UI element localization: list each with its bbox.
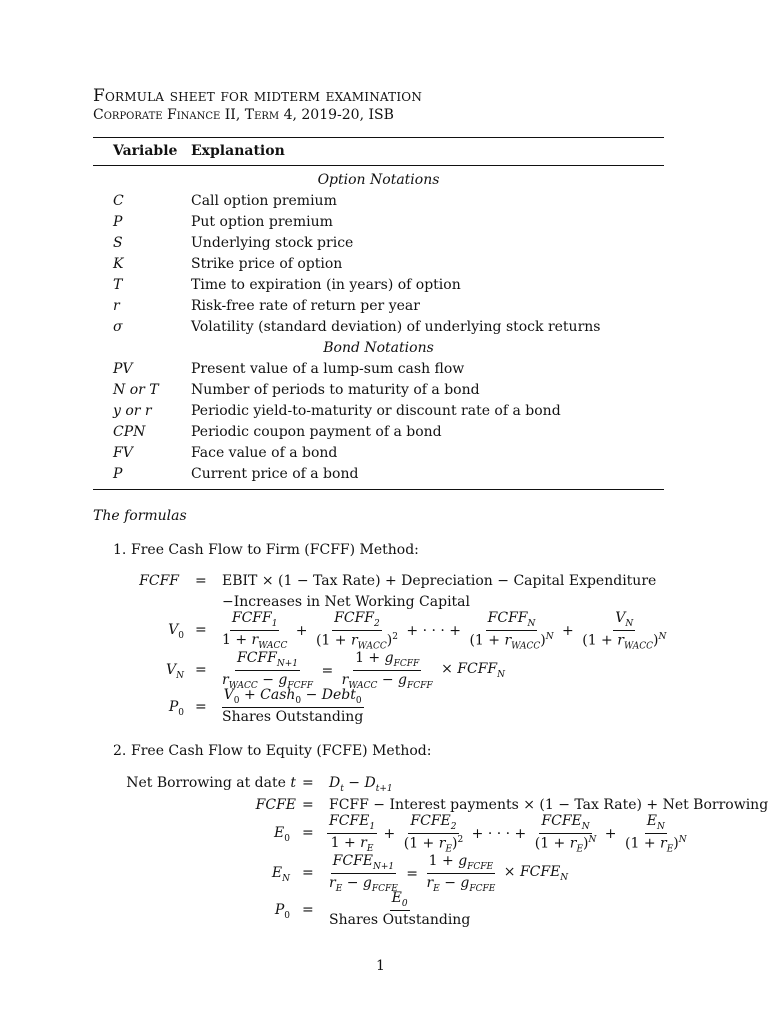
net-borrowing-lhs: Net Borrowing at date t <box>126 775 296 791</box>
table-row-var: T <box>113 277 123 293</box>
table-row-text: Face value of a bond <box>191 445 338 461</box>
table-header-explanation: Explanation <box>191 143 285 159</box>
section-heading-bonds: Bond Notations <box>323 340 434 356</box>
table-row-text: Number of periods to maturity of a bond <box>191 382 480 398</box>
table-header-rule <box>93 165 664 166</box>
shares-outstanding-label: Shares Outstanding <box>329 912 471 929</box>
table-row-text: Time to expiration (in years) of option <box>191 277 461 293</box>
fcff-lhs: FCFF <box>139 573 179 589</box>
table-row-var: σ <box>113 319 123 335</box>
table-row-var: S <box>113 235 123 251</box>
table-row-var: r <box>113 298 120 314</box>
table-top-rule <box>93 137 664 138</box>
table-row-var: FV <box>113 445 133 461</box>
v0-lhs: $V_0$ <box>168 622 184 641</box>
fcff-def-line2: −Increases in Net Working Capital <box>222 594 471 610</box>
p0-fcff-formula: $\frac{V_0 + Cash_0 - Debt_0}{\text{Shares Outstanding}}$ <box>222 687 364 726</box>
table-row-var: C <box>113 193 124 209</box>
fcfe-lhs: FCFE <box>255 797 296 813</box>
table-row-var: P <box>113 214 123 230</box>
v0-formula: $\frac{FCFF_1}{1 + r_{WACC}}$ + $\frac{FCFF_2}{(1 + r_{WACC})^2}$ + · · · + $\frac{FCFF_N}{(1 + r_{WACC})^N}$ + $\frac{V_N}{(1 + r_{WACC})^N}$ <box>222 610 667 652</box>
equals-sign: = <box>195 622 207 638</box>
en-formula: $\frac{FCFE_{N+1}}{r_E - g_{FCFE}}$ = $\frac{1 + g_{FCFE}}{r_E - g_{FCFE}}$ × $FCFE_N$ <box>329 853 569 894</box>
table-row-var: PV <box>113 361 133 377</box>
item-title: Free Cash Flow to Equity (FCFE) Method: <box>131 743 432 759</box>
item-number: 1. <box>113 542 127 558</box>
e0-formula: $\frac{FCFE_1}{1 + r_E}$ + $\frac{FCFE_2}{(1 + r_E)^2}$ + · · · + $\frac{FCFE_N}{(1 + r_E)^N}$ + $\frac{E_N}{(1 + r_E)^N}$ <box>329 813 687 855</box>
table-row-text: Volatility (standard deviation) of underlying stock returns <box>191 319 601 335</box>
section-heading-options: Option Notations <box>317 172 440 188</box>
p0-lhs: $P_0$ <box>274 902 290 921</box>
table-row-var: y or r <box>113 403 152 419</box>
equals-sign: = <box>302 797 314 813</box>
vn-lhs: $V_N$ <box>166 662 184 681</box>
equals-sign: = <box>302 825 314 841</box>
p0-lhs: $P_0$ <box>168 699 184 718</box>
fcfe-def: FCFF − Interest payments × (1 − Tax Rate) + Net Borrowing <box>329 797 768 813</box>
table-row-var: N or T <box>113 382 159 398</box>
vn-formula: $\frac{FCFF_{N+1}}{r_{WACC} - g_{FCFF}}$ = $\frac{1 + g_{FCFF}}{r_{WACC} - g_{FCFF}}$ × $FCFF_N$ <box>222 650 506 691</box>
table-row-text: Current price of a bond <box>191 466 359 482</box>
formulas-heading: The formulas <box>93 508 187 524</box>
equals-sign: = <box>302 865 314 881</box>
table-bottom-rule <box>93 489 664 490</box>
document-subtitle: Corporate Finance II, Term 4, 2019-20, ISB <box>93 107 394 123</box>
item-number: 2. <box>113 743 127 759</box>
table-header-variable: Variable <box>113 143 178 159</box>
item-title: Free Cash Flow to Firm (FCFF) Method: <box>131 542 419 558</box>
document-title: Formula sheet for midterm examination <box>93 86 423 106</box>
table-row-text: Underlying stock price <box>191 235 354 251</box>
page-number: 1 <box>376 958 385 974</box>
equals-sign: = <box>302 902 314 918</box>
table-row-text: Call option premium <box>191 193 337 209</box>
equals-sign: = <box>302 775 314 791</box>
equals-sign: = <box>195 573 207 589</box>
net-borrowing-formula: $D_t - D_{t+1}$ <box>329 775 393 794</box>
table-row-text: Present value of a lump-sum cash flow <box>191 361 465 377</box>
en-lhs: $E_N$ <box>271 865 290 884</box>
table-row-var: CPN <box>113 424 146 440</box>
table-row-var: P <box>113 466 123 482</box>
shares-outstanding-label: Shares Outstanding <box>222 709 364 726</box>
table-row-text: Strike price of option <box>191 256 343 272</box>
table-row-text: Periodic yield-to-maturity or discount rate of a bond <box>191 403 561 419</box>
fcff-def-line1: EBIT × (1 − Tax Rate) + Depreciation − Capital Expenditure <box>222 573 657 589</box>
table-row-text: Put option premium <box>191 214 333 230</box>
p0-fcfe-formula: $\frac{E_0}{\text{Shares Outstanding}}$ <box>329 890 471 929</box>
table-row-text: Periodic coupon payment of a bond <box>191 424 442 440</box>
equals-sign: = <box>195 699 207 715</box>
net-borrowing-label: Net Borrowing at date <box>126 775 286 791</box>
table-row-text: Risk-free rate of return per year <box>191 298 420 314</box>
table-row-var: K <box>113 256 124 272</box>
e0-lhs: $E_0$ <box>274 825 290 844</box>
equals-sign: = <box>195 662 207 678</box>
